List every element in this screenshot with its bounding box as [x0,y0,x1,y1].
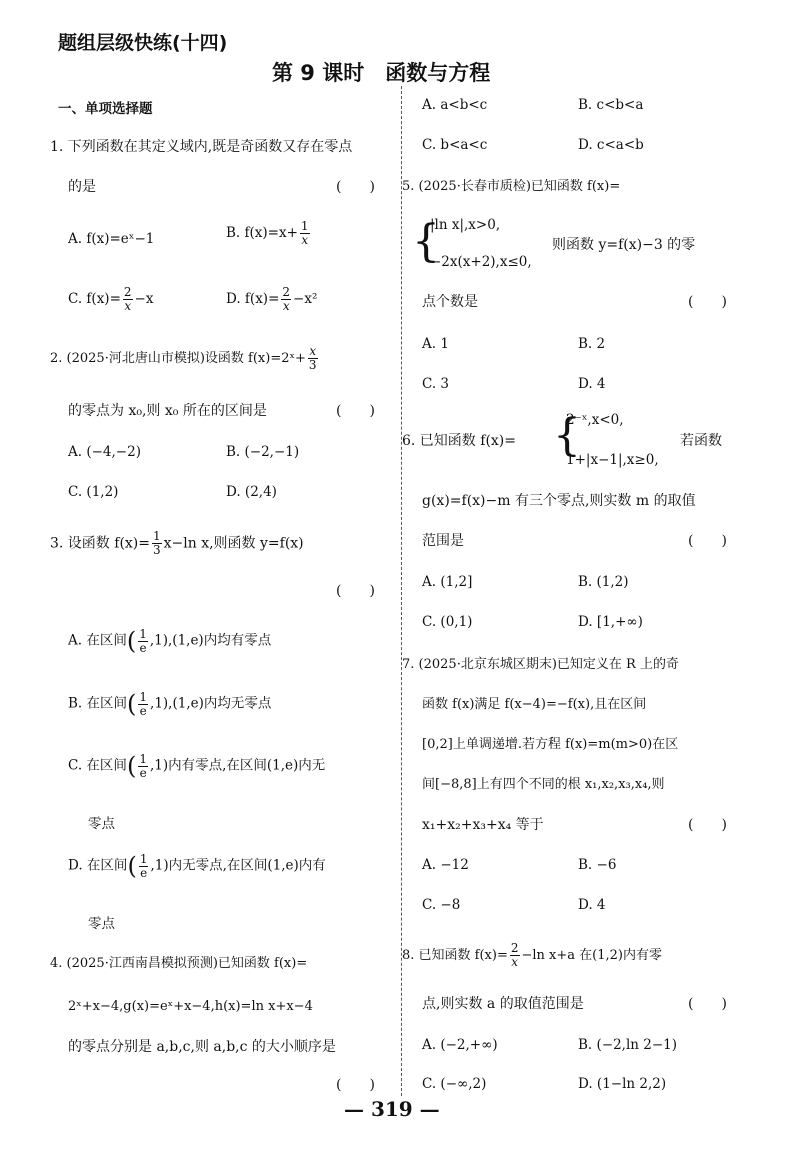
q7-option-c: C. −8 [422,897,461,913]
fraction [510,942,520,969]
numerator: 2 [123,285,132,299]
q4-option-b: B. c<b<a [578,97,644,113]
q3-option-b [68,690,271,718]
q3-c-text: C. 在区间 [68,757,127,774]
q4-stem-line1: 4. (2025·江西南昌模拟预测)已知函数 f(x)= [50,956,308,971]
numerator: 2 [510,941,519,955]
numerator: 1 [300,219,309,233]
q1-b-text: B. f(x)=x+ [226,225,298,241]
q1-option-d [226,286,317,313]
q8-stem-line1 [402,942,662,969]
q7-stem-line4: 间[−8,8]上有四个不同的根 x₁,x₂,x₃,x₄,则 [422,777,665,792]
q1-c-text: C. f(x)= [68,291,121,307]
q8-option-d: D. (1−ln 2,2) [578,1076,667,1092]
numerator: 1 [139,851,148,866]
q7-stem-line2: 函数 f(x)满足 f(x−4)=−f(x),且在区间 [422,697,647,712]
q3-answer-blank: ( ) [336,583,375,599]
q4-answer-blank: ( ) [336,1077,375,1093]
q3-option-c [68,752,325,780]
q3-stem [50,530,304,557]
q6-option-c: C. (0,1) [422,614,473,630]
numerator: 1 [139,751,147,766]
q5-option-b: B. 2 [578,336,606,352]
q1-stem-line2: 的是 [68,179,96,195]
left-paren: ( [127,852,137,880]
denominator: 3 [153,543,161,557]
q4-stem-line2: 2ˣ+x−4,g(x)=eˣ+x−4,h(x)=ln x+x−4 [68,999,313,1014]
q2-option-a: A. (−4,−2) [68,444,141,460]
q6-case1: 2⁻ˣ,x<0, [566,412,624,428]
fraction [138,691,148,718]
q5-option-d: D. 4 [578,376,606,392]
q3-option-a [68,627,271,655]
q7-option-a: A. −12 [422,857,469,873]
denominator: x [124,299,132,313]
q4-option-d: D. c<a<b [578,137,644,153]
page-number: — 319 — [344,1097,440,1121]
q2-option-c: C. (1,2) [68,484,119,500]
q2-stem-line1 [50,345,320,372]
q8-stem-line2: 点,则实数 a 的取值范围是 [422,996,584,1012]
q5-brace: { [412,216,440,267]
q3-stem-text: 3. 设函数 f(x)= [50,535,150,552]
q2-stem-text: 2. (2025·河北唐山市模拟)设函数 f(x)=2ˣ+ [50,351,306,366]
q1-option-b [226,220,312,247]
q5-case2: −2x(x+2),x≤0, [430,254,532,270]
q7-stem-line1: 7. (2025·北京东城区期末)已知定义在 R 上的奇 [402,657,679,672]
q1-option-c [68,286,153,313]
left-paren: ( [127,690,137,718]
denominator: 3 [308,358,317,372]
q3-d-text: D. 在区间 [68,857,128,874]
q5-answer-blank: ( ) [688,294,727,310]
q5-option-c: C. 3 [422,376,450,392]
q4-option-a: A. a<b<c [422,97,488,113]
q7-option-b: B. −6 [578,857,617,873]
q3-option-c-cont: 零点 [88,816,115,832]
q3-a-text: A. 在区间 [68,632,127,649]
q2-answer-blank: ( ) [336,403,375,419]
q5-stem-post: 则函数 y=f(x)−3 的零 [552,237,696,253]
q6-stem-line2: g(x)=f(x)−m 有三个零点,则实数 m 的取值 [422,493,696,509]
q6-option-a: A. (1,2] [422,574,473,590]
q6-option-b: B. (1,2) [578,574,629,590]
q1-option-a: A. f(x)=eˣ−1 [68,231,155,247]
left-paren: ( [126,752,137,780]
numerator: 1 [139,689,148,704]
q7-stem-line3: [0,2]上单调递增.若方程 f(x)=m(m>0)在区 [422,737,679,752]
q6-answer-blank: ( ) [688,533,727,549]
q5-stem-line3: 点个数是 [422,294,478,310]
numerator: 1 [139,626,147,641]
q5-case1: |ln x|,x>0, [430,217,501,233]
q3-a-tail: ,1),(1,e)内均有零点 [149,632,272,649]
q1-stem-line1: 1. 下列函数在其定义域内,既是奇函数又存在零点 [50,139,353,155]
lesson-title: 第 9 课时 函数与方程 [272,61,491,85]
q2-option-b: B. (−2,−1) [226,444,300,460]
fraction [300,220,310,247]
q6-option-d: D. [1,+∞) [578,614,643,630]
q7-answer-blank: ( ) [688,817,727,833]
q2-stem-line2: 的零点为 x₀,则 x₀ 所在的区间是 [68,403,267,419]
q3-b-text: B. 在区间 [68,695,128,712]
q6-stem-line3: 范围是 [422,533,464,549]
q6-stem-pre: 6. 已知函数 f(x)= [402,433,516,449]
q6-brace: { [553,410,581,461]
q3-c-tail: ,1)内有零点,在区间(1,e)内无 [149,757,326,774]
group-title: 题组层级快练(十四) [58,32,228,54]
q4-option-c: C. b<a<c [422,137,488,153]
q7-stem-line5: x₁+x₂+x₃+x₄ 等于 [422,817,544,833]
q2-option-d: D. (2,4) [226,484,277,500]
denominator: e [139,703,147,718]
denominator: e [140,865,148,880]
numerator: 1 [153,529,161,543]
fraction [281,286,291,313]
fraction [308,345,318,372]
denominator: e [139,640,147,655]
q5-option-a: A. 1 [422,336,449,352]
denominator: e [139,765,147,780]
q8-option-b: B. (−2,ln 2−1) [578,1037,678,1053]
q3-stem-tail: x−ln x,则函数 y=f(x) [163,535,304,552]
q5-stem-line1: 5. (2025·长春市质检)已知函数 f(x)= [402,179,621,194]
numerator: 2 [282,285,291,299]
numerator: x [309,344,317,358]
fraction [123,286,133,313]
q4-stem-line3: 的零点分别是 a,b,c,则 a,b,c 的大小顺序是 [68,1039,336,1055]
q1-d-tail: −x² [293,291,318,307]
q1-c-tail: −x [134,291,154,307]
fraction [139,853,149,880]
denominator: x [301,233,309,247]
fraction [152,530,162,557]
left-paren: ( [126,627,137,655]
denominator: x [511,955,519,969]
q8-stem-text: 8. 已知函数 f(x)= [402,948,508,963]
q1-answer-blank: ( ) [336,179,375,195]
q6-stem-post: 若函数 [680,433,722,449]
denominator: x [282,299,290,313]
q8-answer-blank: ( ) [688,996,727,1012]
section-heading: 一、单项选择题 [58,101,153,117]
fraction [138,628,148,655]
fraction [138,753,148,780]
q8-option-a: A. (−2,+∞) [422,1037,498,1053]
q6-case2: 1+|x−1|,x≥0, [566,452,659,468]
q1-d-text: D. f(x)= [226,291,280,307]
q3-b-tail: ,1),(1,e)内均无零点 [150,695,272,712]
q3-option-d [68,852,326,880]
q8-stem-tail: −ln x+a 在(1,2)内有零 [521,948,662,963]
q3-d-tail: ,1)内无零点,在区间(1,e)内有 [150,857,326,874]
q7-option-d: D. 4 [578,897,606,913]
q8-option-c: C. (−∞,2) [422,1076,487,1092]
q3-option-d-cont: 零点 [88,916,115,932]
